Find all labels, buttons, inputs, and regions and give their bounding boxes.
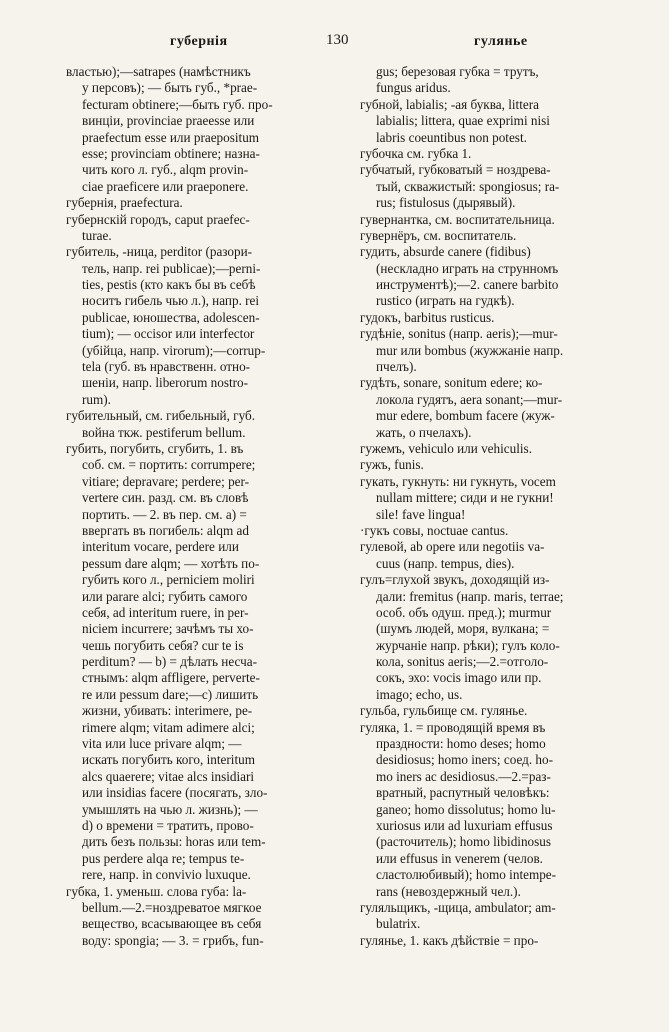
entry-line: гувернантка, см. воспитательница.: [360, 211, 555, 227]
entry-line: nullam mittere; сиди и не гукни!: [376, 490, 554, 506]
entry-line: гудокъ, barbitus rusticus.: [360, 309, 495, 325]
entry-line: себя, ad interitum ruere, in per-: [82, 604, 249, 620]
entry-line: жизни, убивать: interimere, pe-: [82, 703, 253, 719]
entry-line: искать погубить кого, interitum: [82, 752, 255, 768]
entry-line: гувернёръ, см. воспитатель.: [360, 227, 517, 243]
entry-line: умышлять на чью л. жизнь); —: [82, 801, 258, 817]
entry-line: вратный, распутный человѣкъ:: [376, 785, 550, 801]
header-right-word: гулянье: [474, 34, 528, 49]
entry-line: vertere син. разд. см. въ словѣ: [82, 490, 249, 506]
entry-line: гуляльщикъ, -щица, ambulator; am-: [360, 899, 556, 915]
entry-line: особ. объ одуш. пред.); murmur: [376, 604, 552, 620]
entry-line: pus perdere alqa re; tempus te-: [82, 850, 245, 866]
entry-line: сластолюбивый); homo intempe-: [376, 867, 557, 883]
entry-line: гулевой, ab opere или negotiis va-: [360, 539, 545, 555]
entry-line: сокъ, эхо: vocis imago или пр.: [376, 670, 542, 686]
entry-line: mo iners ac desidiosus.—2.=раз-: [376, 768, 551, 784]
entry-line: ties, pestis (кто какъ бы въ себѣ: [82, 277, 256, 293]
entry-line: стнымъ: alqm affligere, perverte-: [82, 670, 260, 686]
entry-line: или parare alci; губить самого: [82, 588, 248, 604]
entry-line: cuus (напр. tempus, dies).: [376, 555, 515, 571]
entry-line: чить кого л. губ., alqm provin-: [82, 162, 249, 178]
entry-line: журчаніе напр. рѣки); гулъ коло-: [376, 637, 560, 653]
entry-line: тель, напр. rei publicae);—perni-: [82, 260, 261, 276]
entry-line: pessum dare alqm; — хотѣть по-: [82, 555, 260, 571]
entry-line: инструментѣ);—2. canere barbito: [376, 277, 559, 293]
entry-line: дали: fremitus (напр. maris, terrae;: [376, 588, 564, 604]
entry-line: губчатый, губковатый = ноздрева-: [360, 162, 551, 178]
entry-line: mur или bombus (жужжаніе напр.: [376, 342, 564, 358]
entry-line: tium); — occisor или interfector: [82, 326, 255, 342]
entry-line: imago; echo, us.: [376, 686, 463, 702]
entry-line: у персовъ); — быть губ., *prae-: [82, 80, 258, 96]
entry-line: кола, sonitus aeris;—2.=отголо-: [376, 654, 549, 670]
entry-line: alcs quaerere; vitae alcs insidiari: [82, 768, 255, 784]
entry-line: гудѣніе, sonitus (напр. aeris);—mur-: [360, 326, 558, 342]
entry-line: гудить, absurde canere (fidibus): [360, 244, 531, 260]
entry-line: niciem incurrere; зачѣмъ ты хо-: [82, 621, 254, 637]
entry-line: tela (губ. въ нравственн. отно-: [82, 359, 251, 375]
entry-line: губить кого л., perniciem moliri: [82, 572, 255, 588]
entry-line: interitum vocare, perdere или: [82, 539, 239, 555]
entry-line: bellum.—2.=ноздреватое мягкое: [82, 899, 262, 915]
entry-line: gus; березовая губка = трутъ,: [376, 64, 539, 79]
entry-line: rimere alqm; vitam adimere alci;: [82, 719, 255, 735]
entry-line: гукать, гукнуть: ни гукнуть, vocem: [360, 473, 556, 489]
entry-line: labris coeuntibus non potest.: [376, 129, 527, 145]
entry-line: соб. см. = портить: corrumpere;: [82, 457, 256, 473]
entry-line: шеніи, напр. liberorum nostro-: [82, 375, 249, 391]
right-column: [360, 64, 648, 949]
entry-line: rus; fistulosus (дырявый).: [376, 195, 516, 211]
entry-line: гужъ, funis.: [360, 457, 424, 473]
entry-line: vita или luce privare alqm; —: [82, 736, 242, 752]
entry-line: губить, погубить, сгубить, 1. въ: [66, 440, 244, 456]
entry-line: (шумъ людей, моря, вулкана; =: [376, 621, 550, 637]
entry-line: rere, напр. in convivio luxuque.: [82, 867, 251, 883]
entry-line: xuriosus или ad luxuriam effusus: [376, 817, 553, 833]
entry-line: ciae praeficere или praeponere.: [82, 178, 249, 194]
entry-line: винціи, provinciae praeesse или: [82, 113, 255, 129]
entry-line: гулянье, 1. какъ дѣйствіе = про-: [360, 932, 539, 948]
running-header: [0, 32, 669, 52]
entry-line: (убійца, напр. virorum);—corrup-: [82, 342, 266, 358]
entry-line: rans (невоздержный чел.).: [376, 883, 521, 899]
entry-line: (расточитель); homo libidinosus: [376, 834, 552, 850]
header-left-word: губернія: [170, 34, 228, 49]
entry-line: губитель, -ница, perditor (разори-: [66, 244, 253, 260]
entry-line: fungus aridus.: [376, 80, 451, 96]
entry-line: губернія, praefectura.: [66, 195, 183, 211]
entry-line: носитъ гибель чью л.), напр. rei: [82, 293, 260, 309]
entry-line: портить. — 2. въ пер. см. a) =: [82, 506, 247, 522]
entry-line: гулъ=глухой звукъ, доходящій из-: [360, 572, 550, 588]
entry-line: sile! fave lingua!: [376, 506, 466, 522]
entry-line: тый, скважистый: spongiosus; ra-: [376, 178, 560, 194]
entry-line: воду: spongia; — 3. = грибъ, fun-: [82, 932, 264, 948]
entry-line: губной, labialis; -ая буква, littera: [360, 96, 539, 112]
entry-line: гужемъ, vehiculo или vehiculis.: [360, 440, 532, 456]
entry-line: d) о времени = тратить, прово-: [82, 817, 254, 833]
entry-line: turae.: [82, 227, 112, 243]
left-column: [66, 64, 351, 949]
entry-line: vitiare; depravare; perdere; per-: [82, 473, 250, 489]
entry-line: праздности: homo deses; homo: [376, 736, 546, 752]
entry-line: локола гудятъ, aera sonant;—mur-: [376, 391, 563, 407]
entry-line: губительный, см. гибельный, губ.: [66, 408, 256, 424]
entry-line: praefectum esse или praepositum: [82, 129, 260, 145]
entry-line: labialis; littera, quae exprimi nisi: [376, 113, 550, 129]
entry-line: пчелъ).: [376, 359, 417, 375]
entry-line: гульба, гульбище см. гулянье.: [360, 703, 528, 719]
entry-line: bulatrix.: [376, 916, 421, 932]
entry-line: гуляка, 1. = проводящій время въ: [360, 719, 546, 735]
entry-line: ganeo; homo dissolutus; homo lu-: [376, 801, 556, 817]
entry-line: губочка см. губка 1.: [360, 145, 472, 161]
entry-line: publicae, юношества, adolescen-: [82, 309, 260, 325]
entry-line: гудѣть, sonare, sonitum edere; ко-: [360, 375, 543, 391]
entry-line: властью);—satrapes (намѣстникъ: [66, 64, 251, 79]
entry-line: desidiosus; homo iners; соед. ho-: [376, 752, 554, 768]
entry-line: война ткж. pestiferum bellum.: [82, 424, 246, 440]
entry-line: rustico (играть на гудкѣ).: [376, 293, 515, 309]
entry-line: re или pessum dare;—c) лишить: [82, 686, 259, 702]
entry-line: чешь погубить себя? cur te is: [82, 637, 244, 653]
entry-line: (нескладно играть на струнномъ: [376, 260, 559, 276]
page-number: 130: [326, 32, 349, 48]
entry-line: ·гукъ совы, noctuae cantus.: [360, 522, 509, 538]
entry-line: perditum? — b) = дѣлать несча-: [82, 654, 258, 670]
entry-line: mur edere, bombum facere (жуж-: [376, 408, 555, 424]
entry-line: вещество, всасывающее въ себя: [82, 916, 262, 932]
entry-line: rum).: [82, 391, 111, 407]
entry-line: жать, о пчелахъ).: [376, 424, 472, 440]
entry-line: губернскій городъ, caput praefec-: [66, 211, 250, 227]
entry-line: дить безъ пользы: horas или tem-: [82, 834, 266, 850]
entry-line: ввергать въ погибель: alqm ad: [82, 522, 250, 538]
entry-line: или effusus in venerem (челов.: [376, 850, 543, 866]
entry-line: или insidias facere (посягать, зло-: [82, 785, 268, 801]
entry-line: esse; provinciam obtinere; назна-: [82, 145, 260, 161]
entry-line: губка, 1. уменьш. слова губа: la-: [66, 883, 247, 899]
entry-line: fecturam obtinere;—быть губ. про-: [82, 96, 273, 112]
